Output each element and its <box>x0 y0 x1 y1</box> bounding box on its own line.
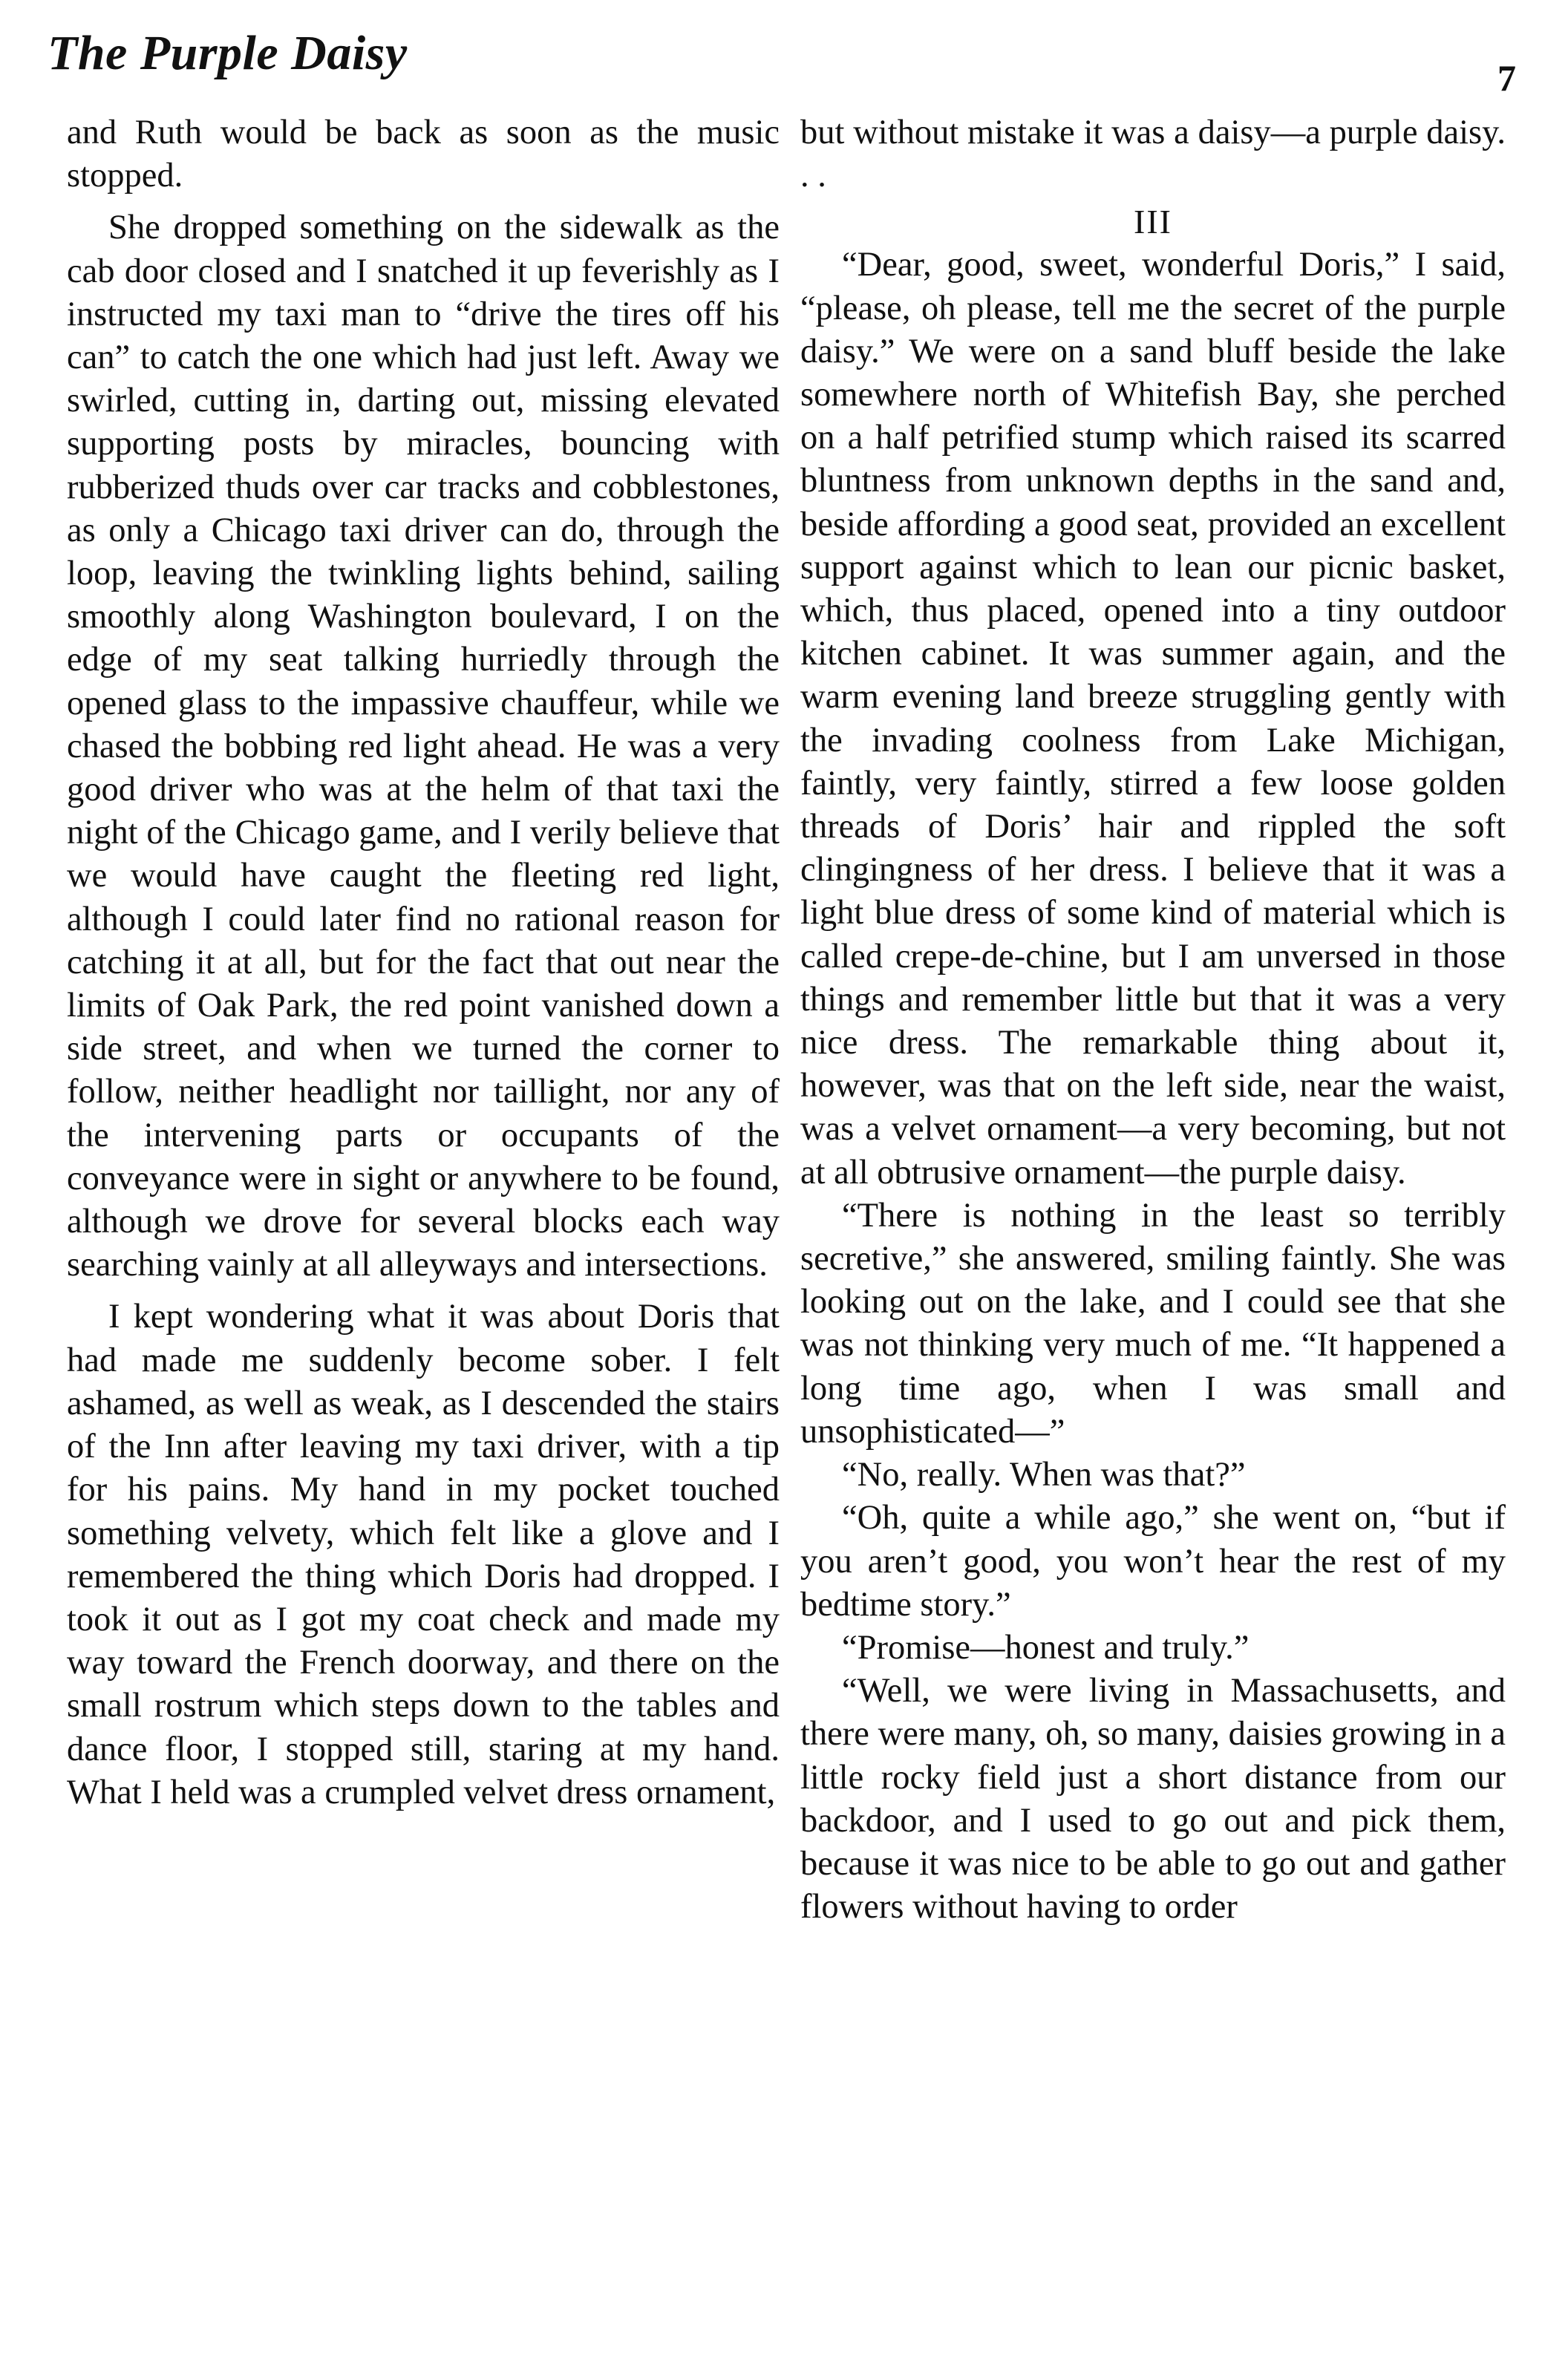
paragraph: and Ruth would be back as soon as the music stopped. <box>67 114 780 195</box>
paragraph: I kept wondering what it was about Doris that had made me suddenly become sober. I felt ashamed, as well as weak, as I descended the stairs of the Inn after leaving my taxi driver, with a tip for his pains. My hand in my pocket touched something velvety, which felt like a glove and I remembered the thing which Doris had dropped. I took it out as I got my coat check and made my way toward the French doorway, and there on the small rostrum which steps down to the tables and dance floor, I stopped still, staring at my hand. What I held was a crumpled velvet dress ornament, <box>67 1298 780 1811</box>
section-heading: III <box>1134 203 1172 241</box>
running-title: The Purple Daisy <box>48 26 408 80</box>
paragraph: She dropped something on the sidewalk as the cab door closed and I snatched it up feverishly as I instructed my taxi man to “drive the tires off his can” to catch the one which had just left. Away we swirled, cutting in, darting out, missing elevated supporting posts by miracles, bouncing with rubberized thuds over car tracks and cobblestones, as only a Chicago taxi driver can do, through the loop, leaving the twinkling lights behind, sailing smoothly along Washington boulevard, I on the edge of my seat talking hurriedly through the opened glass to the impassive chauffeur, while we chased the bobbing red light ahead. He was a very good driver who was at the helm of that taxi the night of the Chicago game, and I verily believe that we would have caught the fleeting red light, although I could later find no rational reason for catching it at all, but for the fact that out near the limits of Oak Park, the red point vanished down a side street, and when we turned the corner to follow, neither headlight nor taillight, nor any of the intervening parts or occupants of the conveyance were in sight or anywhere to be found, although we drove for several blocks each way searching vainly at all alleyways and intersections. <box>67 209 780 1284</box>
paragraph: “No, really. When was that?” <box>842 1456 1246 1494</box>
paragraph: “Oh, quite a while ago,” she went on, “but if you aren’t good, you won’t hear the rest of my bedtime story.” <box>800 1499 1506 1624</box>
paragraph: “Well, we were living in Massachusetts, and there were many, oh, so many, daisies growing in a little rocky field just a short distance from our backdoor, and I used to go out and pick them, because it was nice to be able to go out and gather flowers without having to order <box>800 1672 1506 1927</box>
page-number: 7 <box>1497 57 1516 99</box>
right-column <box>800 111 1506 1929</box>
paragraph: but without mistake it was a daisy—a purple daisy. . . <box>800 114 1506 195</box>
paragraph: “Dear, good, sweet, wonderful Doris,” I said, “please, oh please, tell me the secret of the purple daisy.” We were on a sand bluff beside the lake somewhere north of Whitefish Bay, she perched on a half petrified stump which raised its scarred bluntness from unknown depths in the sand and, beside affording a good seat, provided an excellent support against which to lean our picnic basket, which, thus placed, opened into a tiny outdoor kitchen cabinet. It was summer again, and the warm evening land breeze struggling gently with the invading coolness from Lake Michigan, faintly, very faintly, stirred a few loose golden threads of Doris’ hair and rippled the soft clingingness of her dress. I believe that it was a light blue dress of some kind of material which is called crepe-de-chine, but I am unversed in those things and remember little but that it was a very nice dress. The remarkable thing about it, however, was that on the left side, near the waist, was a velvet ornament—a very becoming, but not at all obtrusive ornament—the purple daisy. <box>800 246 1506 1192</box>
paragraph: “There is nothing in the least so terribly secretive,” she answered, smiling faintly. She was looking out on the lake, and I could see that she was not thinking very much of me. “It happened a long time ago, when I was small and unsophisticated—” <box>800 1196 1506 1451</box>
paragraph: “Promise—honest and truly.” <box>842 1628 1250 1667</box>
left-column <box>67 111 780 1814</box>
